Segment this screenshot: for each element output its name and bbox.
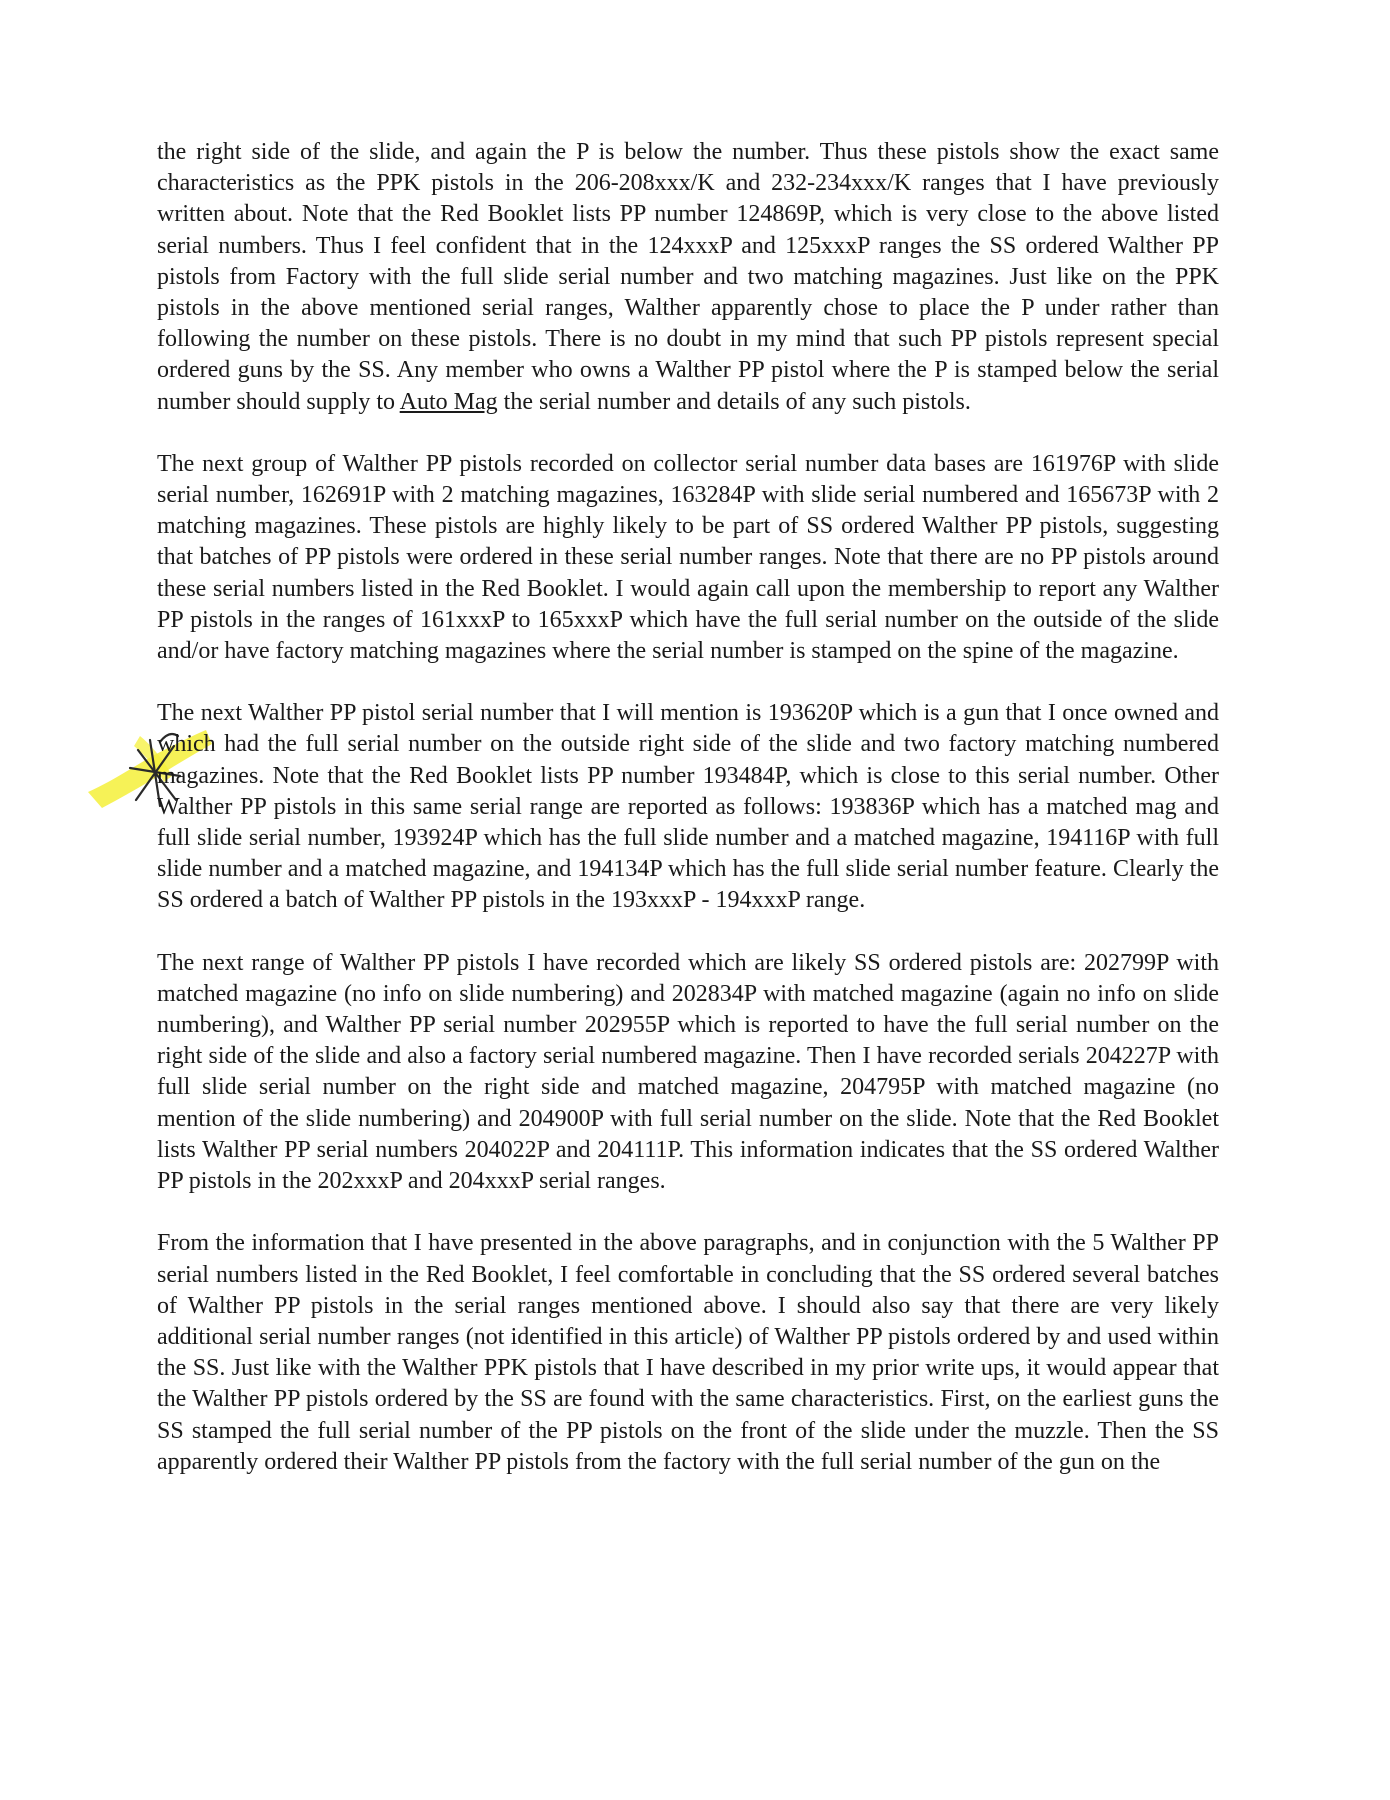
body-text [157, 137, 1219, 1509]
paragraph-1-end: the serial number and details of any such pistols. [497, 388, 971, 415]
paragraph-1 [157, 137, 1219, 418]
auto-mag-link: Auto Mag [399, 388, 498, 415]
paragraph-1-text: the right side of the slide, and again the P is below the number. Thus these pistols show the exact same characteristics as the PPK pistols in the 206-208xxx/K and 232-234xxx/K ranges that I have previously written about. Note that the Red Booklet lists PP number 124869P, which is very close to the above listed serial numbers. Thus I feel confident that in the 124xxxP and 125xxxP ranges the SS ordered Walther PP pistols from Factory with the full slide serial number and two matching magazines. Just like on the PPK pistols in the above mentioned serial ranges, Walther apparently chose to place the P under rather than following the number on these pistols. There is no doubt in my mind that such PP pistols represent special ordered guns by the SS. Any member who owns a Walther PP pistol where the P is stamped below the serial number should supply to [157, 139, 1219, 415]
paragraph-3: The next Walther PP pistol serial number that I will mention is 193620P which is a gun that I once owned and which had the full serial number on the outside right side of the slide and two factory matching numbered magazines. Note that the Red Booklet lists PP number 193484P, which is close to this serial number. Other Walther PP pistols in this same serial range are reported as follows: 193836P which has a matched mag and full slide serial number, 193924P which has the full slide number and a matched magazine, 194116P with full slide number and a matched magazine, and 194134P which has the full slide serial number feature. Clearly the SS ordered a batch of Walther PP pistols in the 193xxxP - 194xxxP range. [157, 700, 1219, 914]
paragraph-4: The next range of Walther PP pistols I have recorded which are likely SS ordered pistols are: 202799P with matched magazine (no info on slide numbering) and 202834P with matched magazine (again no info on slide numbering), and Walther PP serial number 202955P which is reported to have the full serial number on the right side of the slide and also a factory serial numbered magazine. Then I have recorded serials 204227P with full slide serial number on the right side and matched magazine, 204795P with matched magazine (no mention of the slide numbering) and 204900P with full serial number on the slide. Note that the Red Booklet lists Walther PP serial numbers 204022P and 204111P. This information indicates that the SS ordered Walther PP pistols in the 202xxxP and 204xxxP serial ranges. [157, 949, 1219, 1195]
paragraph-5: From the information that I have presented in the above paragraphs, and in conjunction with the 5 Walther PP serial numbers listed in the Red Booklet, I feel comfortable in concluding that the SS ordered several batches of Walther PP pistols in the serial ranges mentioned above. I should also say that there are very likely additional serial number ranges (not identified in this article) of Walther PP pistols ordered by and used within the SS. Just like with the Walther PPK pistols that I have described in my prior write ups, it would appear that the Walther PP pistols ordered by the SS are found with the same characteristics. First, on the earliest guns the SS stamped the full serial number of the PP pistols on the front of the slide under the muzzle. Then the SS apparently ordered their Walther PP pistols from the factory with the full serial number of the gun on the [157, 1230, 1219, 1475]
paragraph-2: The next group of Walther PP pistols recorded on collector serial number data bases are 161976P with slide serial number, 162691P with 2 matching magazines, 163284P with slide serial numbered and 165673P with 2 matching magazines. These pistols are highly likely to be part of SS ordered Walther PP pistols, suggesting that batches of PP pistols were ordered in these serial number ranges. Note that there are no PP pistols around these serial numbers listed in the Red Booklet. I would again call upon the membership to report any Walther PP pistols in the ranges of 161xxxP to 165xxxP which have the full serial number on the outside of the slide and/or have factory matching magazines where the serial number is stamped on the spine of the magazine. [157, 450, 1219, 665]
